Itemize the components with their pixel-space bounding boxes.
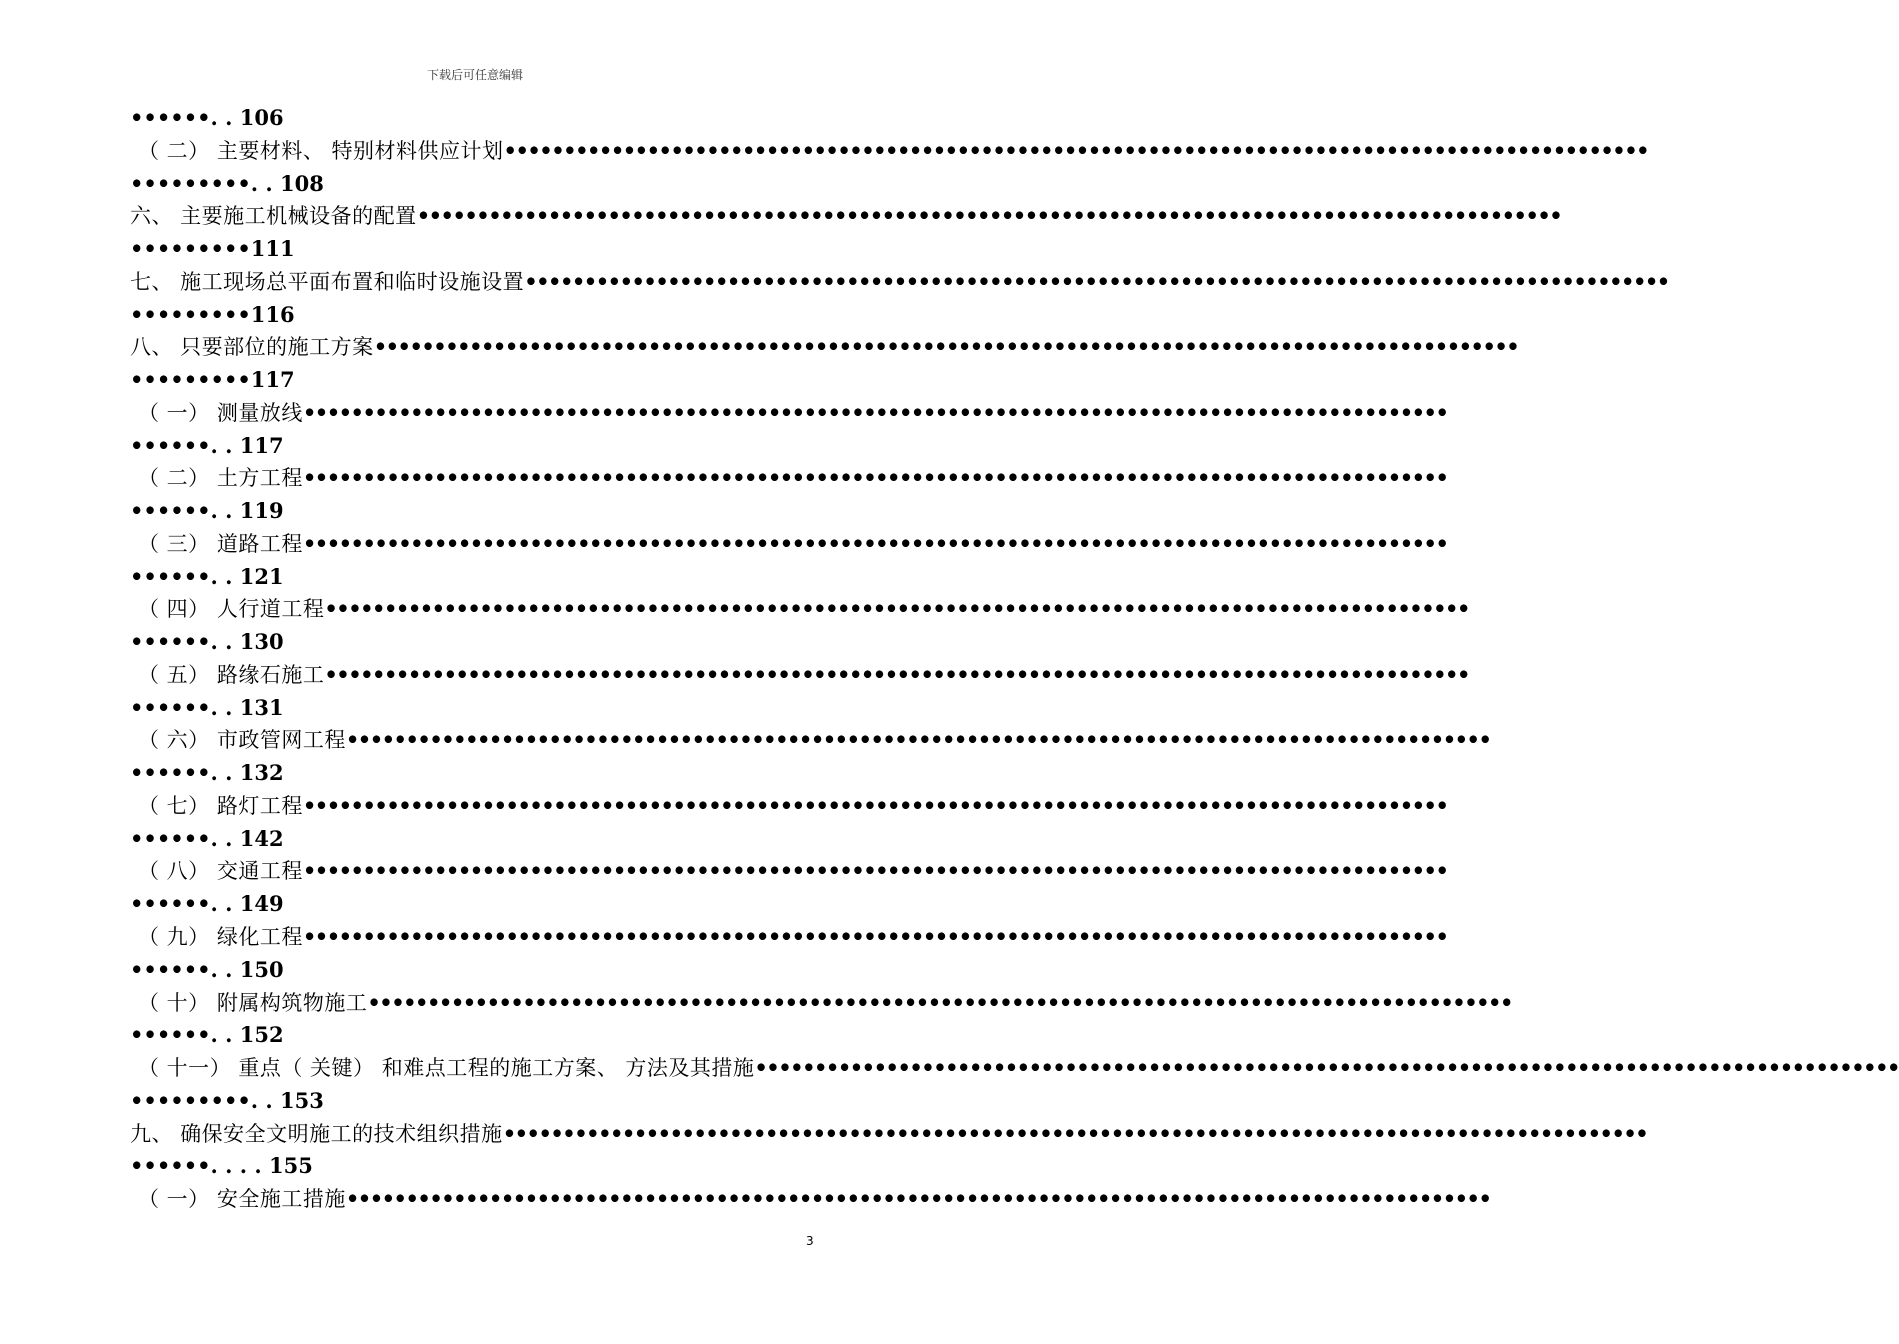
toc-dot-leader: •••••••••••••••••••••••••••••••••••••••••••••••••••••••••••••••••••••••••••••••••••••••••••••••• (302, 793, 1448, 818)
toc-page-ref (130, 1085, 430, 1117)
toc-subsection-entry (138, 659, 1469, 691)
toc-page-ref-text: •••••••••117 (130, 367, 295, 392)
toc-subsection-entry (138, 397, 1448, 429)
toc-page-ref (130, 168, 430, 200)
toc-entry-title: 七、 施工现场总平面布置和临时设施设置 (130, 270, 525, 294)
toc-entry-title: （ 二） 主要材料、 特别材料供应计划 (138, 139, 504, 163)
toc-section-entry (130, 331, 1519, 363)
toc-page-ref (130, 954, 430, 986)
toc-subsection-entry (138, 921, 1448, 953)
toc-page-ref (130, 233, 430, 265)
toc-page-ref-text: ••••••. . 150 (130, 957, 284, 982)
toc-subsection-entry (138, 135, 1649, 167)
toc-dot-leader: •••••••••••••••••••••••••••••••••••••••••••••••••••••••••••••••••••••••••••••••••••••••••••••••• (416, 203, 1562, 228)
toc-page-ref-text: ••••••. . 119 (130, 498, 284, 523)
toc-page-ref (130, 757, 430, 789)
toc-page-ref-text: •••••••••111 (130, 236, 295, 261)
toc-entry-title: 八、 只要部位的施工方案 (130, 335, 374, 359)
toc-page-ref-text: •••••••••116 (130, 302, 295, 327)
toc-dot-leader: •••••••••••••••••••••••••••••••••••••••••••••••••••••••••••••••••••••••••••••••••••••••••••••••• (754, 1055, 1899, 1080)
toc-subsection-entry (138, 462, 1448, 494)
toc-subsection-entry (138, 855, 1448, 887)
toc-page-ref (130, 430, 430, 462)
toc-subsection-entry (138, 790, 1448, 822)
toc-page-ref-text: ••••••. . 149 (130, 891, 284, 916)
toc-dot-leader: •••••••••••••••••••••••••••••••••••••••••••••••••••••••••••••••••••••••••••••••••••••••••••••••• (302, 400, 1448, 425)
toc-dot-leader: •••••••••••••••••••••••••••••••••••••••••••••••••••••••••••••••••••••••••••••••••••••••••••••••• (324, 596, 1469, 621)
toc-entry-title: （ 十一） 重点（ 关键） 和难点工程的施工方案、 方法及其措施 (138, 1056, 755, 1080)
toc-entry-title: （ 四） 人行道工程 (138, 597, 325, 621)
toc-entry-title: （ 九） 绿化工程 (138, 925, 303, 949)
toc-entry-title: （ 二） 土方工程 (138, 466, 303, 490)
toc-entry-title: （ 八） 交通工程 (138, 859, 303, 883)
toc-subsection-entry (138, 987, 1512, 1019)
toc-page-ref-text: ••••••. . 106 (130, 105, 284, 130)
toc-subsection-entry (138, 1052, 1899, 1084)
toc-page-ref (130, 1150, 430, 1182)
toc-subsection-entry (138, 528, 1448, 560)
toc-section-entry (130, 266, 1669, 298)
toc-dot-leader: •••••••••••••••••••••••••••••••••••••••••••••••••••••••••••••••••••••••••••••••••••••••••••••••• (302, 531, 1448, 556)
toc-page-ref-text: ••••••. . 152 (130, 1022, 284, 1047)
toc-dot-leader: •••••••••••••••••••••••••••••••••••••••••••••••••••••••••••••••••••••••••••••••••••••••••••••••• (302, 858, 1448, 883)
toc-page-ref (130, 561, 430, 593)
toc-dot-leader: •••••••••••••••••••••••••••••••••••••••••••••••••••••••••••••••••••••••••••••••••••••••••••••••• (503, 138, 1649, 163)
page-header: 下载后可任意编辑 (426, 68, 523, 82)
toc-dot-leader: •••••••••••••••••••••••••••••••••••••••••••••••••••••••••••••••••••••••••••••••••••••••••••••••• (367, 990, 1512, 1015)
toc-page-ref (130, 888, 430, 920)
toc-entry-title: （ 一） 安全施工措施 (138, 1187, 346, 1211)
page-number: 3 (806, 1234, 814, 1248)
toc-subsection-entry (138, 593, 1469, 625)
toc-entry-title: （ 五） 路缘石施工 (138, 663, 325, 687)
toc-page-ref-text: ••••••. . 121 (130, 564, 284, 589)
toc-entry-title: 六、 主要施工机械设备的配置 (130, 204, 417, 228)
toc-entry-title: （ 七） 路灯工程 (138, 794, 303, 818)
toc-entry-title: 九、 确保安全文明施工的技术组织措施 (130, 1122, 503, 1146)
toc-page-ref-text: ••••••. . 142 (130, 826, 284, 851)
toc-entry-title: （ 一） 测量放线 (138, 401, 303, 425)
toc-dot-leader: •••••••••••••••••••••••••••••••••••••••••••••••••••••••••••••••••••••••••••••••••••••••••••••••• (345, 1186, 1491, 1211)
toc-page-ref (130, 495, 430, 527)
toc-section-entry (130, 1118, 1648, 1150)
toc-page-ref (130, 823, 430, 855)
toc-dot-leader: •••••••••••••••••••••••••••••••••••••••••••••••••••••••••••••••••••••••••••••••••••••••••••••••• (324, 662, 1469, 687)
toc-entry-title: （ 十） 附属构筑物施工 (138, 991, 368, 1015)
toc-page-ref-text: ••••••. . 130 (130, 629, 284, 654)
toc-dot-leader: •••••••••••••••••••••••••••••••••••••••••••••••••••••••••••••••••••••••••••••••••••••••••••••••• (345, 727, 1491, 752)
toc-entry-title: （ 六） 市政管网工程 (138, 728, 346, 752)
toc-page-ref (130, 1019, 430, 1051)
toc-page-ref-text: ••••••. . 132 (130, 760, 284, 785)
toc-entry-title: （ 三） 道路工程 (138, 532, 303, 556)
toc-page-ref (130, 102, 430, 134)
toc-section-entry (130, 200, 1562, 232)
toc-subsection-entry (138, 1183, 1491, 1215)
toc-dot-leader: •••••••••••••••••••••••••••••••••••••••••••••••••••••••••••••••••••••••••••••••••••••••••••••••• (302, 465, 1448, 490)
toc-page-ref-text: ••••••. . . . 155 (130, 1153, 313, 1178)
toc-page-ref (130, 626, 430, 658)
toc-page-ref (130, 692, 430, 724)
toc-page-ref-text: ••••••. . 117 (130, 433, 284, 458)
toc-page-ref-text: •••••••••. . 153 (130, 1088, 324, 1113)
toc-page-ref (130, 364, 430, 396)
toc-page-ref (130, 299, 430, 331)
toc-dot-leader: •••••••••••••••••••••••••••••••••••••••••••••••••••••••••••••••••••••••••••••••••••••••••••••••• (502, 1121, 1648, 1146)
toc-dot-leader: •••••••••••••••••••••••••••••••••••••••••••••••••••••••••••••••••••••••••••••••••••••••••••••••• (524, 269, 1669, 294)
toc-subsection-entry (138, 724, 1491, 756)
toc-page-ref-text: •••••••••. . 108 (130, 171, 324, 196)
toc-dot-leader: •••••••••••••••••••••••••••••••••••••••••••••••••••••••••••••••••••••••••••••••••••••••••••••••• (302, 924, 1448, 949)
toc-dot-leader: •••••••••••••••••••••••••••••••••••••••••••••••••••••••••••••••••••••••••••••••••••••••••••••••• (373, 334, 1519, 359)
toc-page-ref-text: ••••••. . 131 (130, 695, 284, 720)
